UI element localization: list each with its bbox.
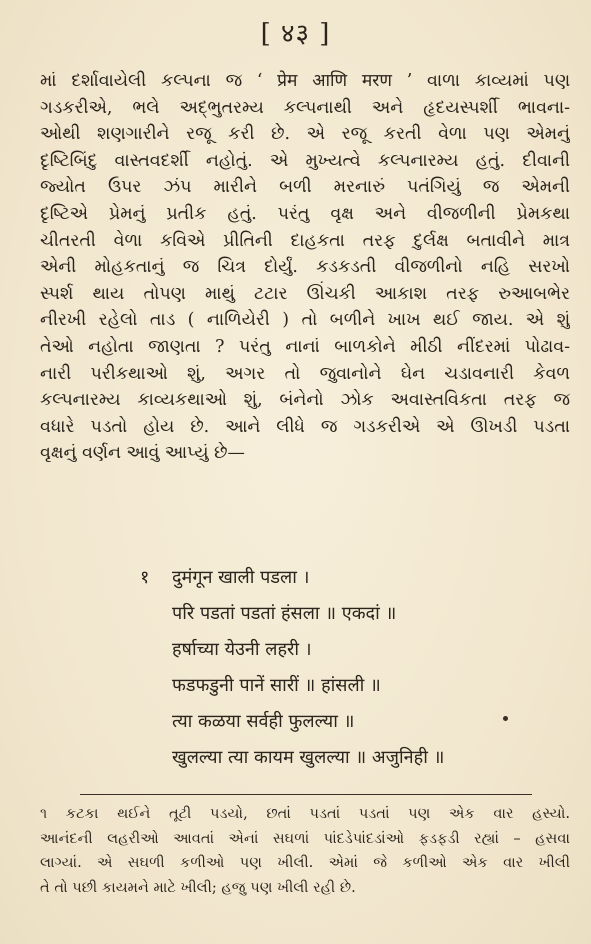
verse-line: हर्षाच्या येउनी लहरी । (172, 639, 312, 660)
footnote (40, 802, 570, 900)
body-line: માં દર્શાવાયેલી કલ્પના જ ‘ प्रेम आणि मरण ’ વાળા કાવ્યમાં પણ (40, 71, 570, 91)
body-line: એની મોહકતાનું જ ચિત્ર દોર્યું. કડકડતી વીજળીનો નહિ સરખો (40, 257, 570, 278)
body-line: ગડકરીએ, ભલે અદ્ભુતરમ્ય કલ્પનાથી અને હૃદયસ્પર્શી ભાવના- (40, 97, 570, 118)
body-line: સ્પર્શ થાય તોપણ માથું ટટાર ઊંચકી આકાશ તરફ રુઆબભેર (40, 283, 570, 304)
body-line: નારી પરીકથાઓ શું, અગર તો જુવાનોને ઘેન ચડાવનારી કેવળ (40, 363, 570, 384)
verse-line: फडफडुनी पानें सारीं ॥ हांसली ॥ (172, 675, 381, 696)
body-line: જ્યોત ઉપર ઝંપ મારીને બળી મરનારું પતંગિયું જ એમની (40, 177, 570, 198)
footnote-line: આનંદની લહરીઓ આવતાં એનાં સઘળાં પાંદડેપાંદડાંઓ ફડફડી રહ્યાં – હસવા (40, 829, 570, 847)
footnote-line: ૧ કટકા થઈને તૂટી પડયો, છતાં પડતાં પડતાં પણ એક વાર હસ્યો. (40, 805, 570, 822)
footnote-line: તે તો પછી કાયમને માટે ખીલી; હજુ પણ ખીલી રહી છે. (40, 878, 356, 896)
verse-line: खुलल्या त्या कायम खुलल्या ॥ अजुनिही ॥ (172, 747, 445, 768)
footnote-divider (80, 794, 532, 795)
ink-dot (503, 716, 508, 721)
verse-line (140, 560, 540, 596)
page-number: [ ४३ ] (260, 19, 331, 49)
body-line: ચીતરતી વેળા કવિએ પ્રીતિની દાહકતા તરફ દુર્લક્ષ બતાવીને માત્ર (40, 230, 570, 251)
verse-line: त्या कळया सर्वही फुलल्या ॥ (172, 711, 355, 732)
verse-number: १ (140, 567, 150, 588)
body-line: દૃષ્ટિએ પ્રેમનું પ્રતીક હતું. પરંતુ વૃક્ષ અને વીજળીની પ્રેમકથા (40, 203, 570, 224)
body-line: નીરખી રહેલો તાડ ( નાળિયેરી ) તો બળીને ખાખ થઈ જાય. એ શું (40, 310, 570, 331)
verse-text: दुमंगून खाली पडला । (172, 567, 310, 588)
marathi-verse (140, 560, 540, 776)
verse-line: परि पडतां पडतां हंसला ॥ एकदां ॥ (172, 603, 397, 624)
body-line: ઓથી શણગારીને રજૂ કરી છે. એ રજૂ કરતી વેળા પણ એમનું (40, 124, 570, 145)
footnote-line: લાગ્યાં. એ સઘળી કળીઓ પણ ખીલી. એમાં જે કળીઓ એક વાર ખીલી (40, 854, 570, 872)
body-line: તેઓ નહોતા જાણતા ? પરંતુ નાનાં બાળકોને મીઠી નીંદરમાં પોઢાવ- (40, 336, 570, 357)
body-line: કલ્પનારમ્ય કાવ્યકથાઓ શું, બંનેનો ઝોક અવાસ્તવિકતા તરફ જ (40, 390, 570, 411)
body-line: દૃષ્ટિબિંદુ વાસ્તવદર્શી નહોતું. એ મુખ્યત્વે કલ્પનારમ્ય હતું. દીવાની (40, 150, 570, 171)
body-line: વૃક્ષનું વર્ણન આવું આપ્યું છે— (40, 443, 245, 464)
body-paragraph (40, 68, 570, 467)
body-line: વધારે પડતો હોય છે. આને લીધે જ ગડકરીએ એ ઊખડી પડતા (40, 416, 570, 437)
